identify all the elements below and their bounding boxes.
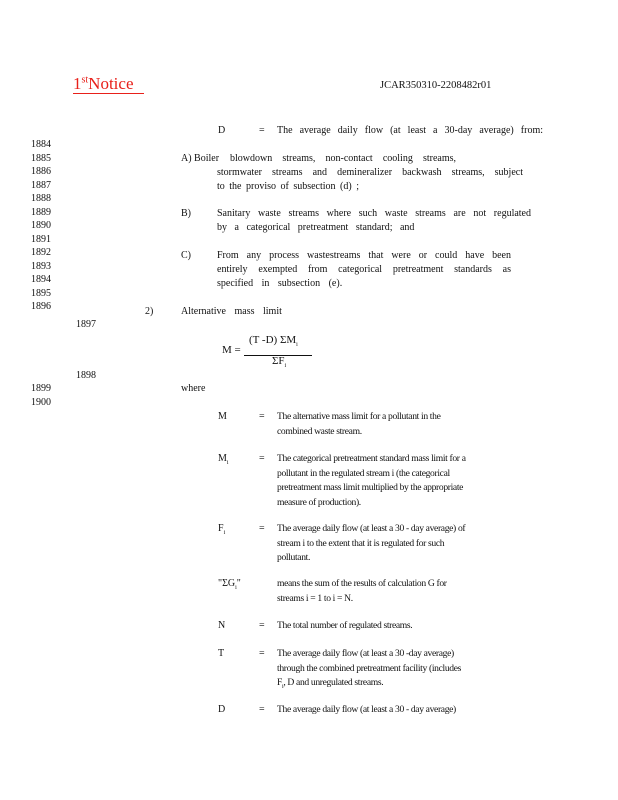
definition-equals: = (259, 453, 265, 464)
formula-numerator: (T -D) $\Sigma M_i$ (249, 334, 298, 349)
item-c-label: C) (181, 250, 191, 261)
item-b-line: Sanitary waste streams where such waste streams are not regulated (217, 208, 531, 219)
definition-text-sg: means the sum of the results of calculation G for streams i = 1 to i = N. (277, 578, 447, 604)
item-a-lead: A) Boiler (181, 153, 220, 164)
line-number: 1896 (31, 301, 51, 312)
definition-text-m: The alternative mass limit for a pollutant in the combined waste stream. (277, 411, 441, 437)
line-number: 1895 (31, 287, 51, 299)
definition-equals: = (259, 411, 265, 422)
item-a-line: to the proviso of subsection (d) ; (217, 181, 359, 192)
definition-text: The average daily flow (at least a 30-day average) from: (277, 125, 543, 136)
definition-text-mi: The categorical pretreatment standard mass limit for a pollutant in the regulated stream i (the categorical pretreatment mass limit multiplied by the appropriate measure of production). (277, 453, 466, 508)
formula-lhs: M = (222, 344, 241, 356)
line-number: 1886 (31, 166, 51, 177)
mass-limit-formula (222, 334, 322, 368)
definition-equals: = (259, 704, 265, 715)
line-number: 1893 (31, 260, 51, 272)
line-number: 1892 (31, 247, 51, 258)
item-a-line: stormwater streams and demineralizer backwash streams, subject (217, 167, 523, 178)
line-number: 1900 (31, 397, 51, 408)
definition-equals: = (259, 648, 265, 659)
line-number-block (31, 138, 51, 314)
definition-equals: = (259, 620, 265, 631)
line-number: 1885 (31, 152, 51, 164)
item-b-label: B) (181, 208, 191, 219)
item-c-line: From any process wastestreams that were or could have been (217, 250, 511, 261)
item-c-line: specified in subsection (e). (217, 278, 343, 289)
definition-equals: = (259, 523, 265, 534)
definition-symbol: N (218, 620, 226, 631)
definition-symbol: $F_i$ (218, 523, 226, 536)
definition-symbol: M (218, 411, 227, 422)
line-number: 1884 (31, 139, 51, 150)
line-number: 1891 (31, 233, 51, 245)
where-label: where (181, 383, 206, 394)
definition-text-t: The average daily flow (at least a 30 -day average) through the combined pretreatment facility (includes $F_i$, D and unregulated streams. (277, 648, 461, 690)
item-2-text: Alternative mass limit (181, 306, 282, 317)
definition-symbol: $M_i$ (218, 453, 229, 466)
line-number: 1894 (31, 274, 51, 285)
line-number: 1888 (31, 193, 51, 204)
line-number: 1889 (31, 206, 51, 218)
definition-equals: = (259, 125, 265, 136)
item-a-line: blowdown streams, non-contact cooling streams, (230, 153, 456, 164)
definition-symbol: D (218, 704, 226, 715)
definition-text-d: The average daily flow (at least a 30 - day average) (277, 704, 456, 715)
definition-text-n: The total number of regulated streams. (277, 620, 413, 631)
notice-heading: 1stNotice (73, 74, 144, 94)
definition-symbol: D (218, 125, 226, 136)
definition-symbol: T (218, 648, 225, 659)
definition-symbol: "$\Sigma G_i$" (218, 578, 241, 591)
document-code: JCAR350310-2208482r01 (380, 80, 492, 91)
item-2-label: 2) (145, 306, 154, 317)
line-number: 1887 (31, 179, 51, 191)
line-number: 1898 (76, 370, 96, 381)
formula-denominator: $\Sigma F_i$ (272, 355, 287, 370)
line-number: 1890 (31, 220, 51, 231)
line-number: 1897 (76, 319, 96, 330)
item-c-line: entirely exempted from categorical pretreatment standards as (217, 264, 511, 275)
definition-text-fi: The average daily flow (at least a 30 - day average) of stream i to the extent that it is regulated for such pollutant. (277, 523, 466, 563)
item-b-line: by a categorical pretreatment standard; and (217, 222, 415, 233)
line-number: 1899 (31, 383, 51, 394)
